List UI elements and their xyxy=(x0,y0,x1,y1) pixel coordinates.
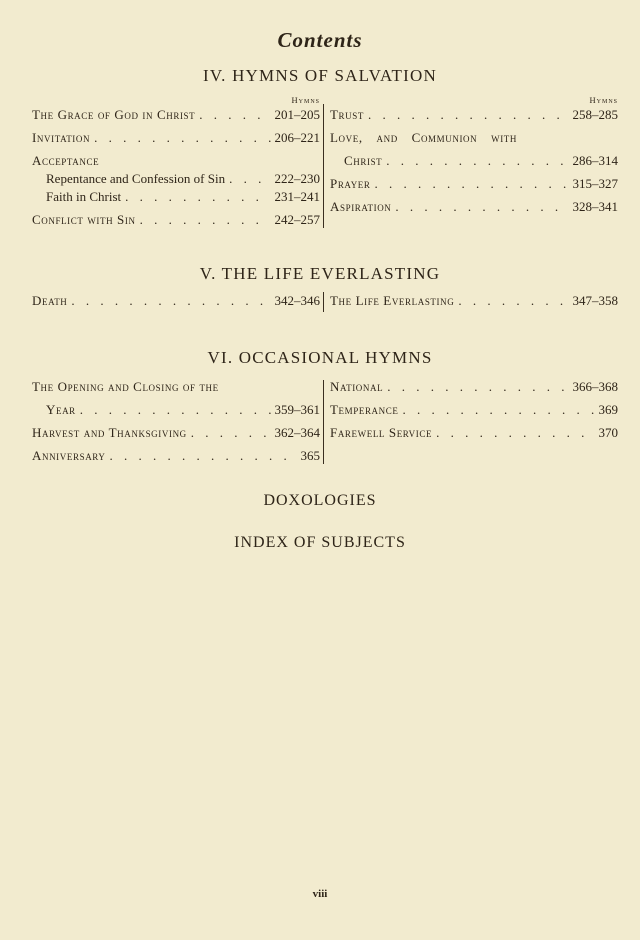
toc-row xyxy=(32,424,320,442)
index-heading: INDEX OF SUBJECTS xyxy=(234,534,406,551)
toc-label: Death xyxy=(32,293,68,308)
toc-label: Invitation xyxy=(32,130,91,145)
doxologies-heading: DOXOLOGIES xyxy=(263,492,377,509)
hymns-column-header: Hymns xyxy=(291,95,320,105)
section-title-v: V. THE LIFE EVERLASTING xyxy=(199,264,441,283)
toc-row xyxy=(330,401,618,419)
toc-label: Harvest and Thanksgiving xyxy=(32,425,187,440)
toc-row xyxy=(32,378,320,396)
toc-label: Temperance xyxy=(330,402,399,417)
toc-row xyxy=(330,129,618,147)
toc-row xyxy=(330,378,618,396)
leader-dots xyxy=(386,152,568,170)
toc-row xyxy=(330,424,618,442)
section-vi-right-column xyxy=(330,378,618,442)
leader-dots xyxy=(199,106,270,124)
section-title-iv: IV. HYMNS OF SALVATION xyxy=(203,66,437,85)
hymns-column-header: Hymns xyxy=(589,95,618,105)
toc-pages: 359–361 xyxy=(274,402,320,417)
toc-pages: 286–314 xyxy=(572,153,618,168)
page-title: Contents xyxy=(277,28,363,52)
column-divider xyxy=(323,104,324,228)
toc-row xyxy=(32,292,320,310)
toc-pages: 242–257 xyxy=(274,212,320,227)
leader-dots xyxy=(140,211,271,229)
toc-row xyxy=(32,170,320,188)
leader-dots xyxy=(110,447,297,465)
toc-row xyxy=(32,211,320,229)
leader-dots xyxy=(80,401,271,419)
toc-pages: 342–346 xyxy=(274,293,320,308)
toc-label: Trust xyxy=(330,107,364,122)
toc-label: Faith in Christ xyxy=(46,189,122,204)
toc-pages: 366–368 xyxy=(572,379,618,394)
column-divider xyxy=(323,292,324,312)
column-divider xyxy=(323,380,324,464)
toc-label: Aspiration xyxy=(330,199,392,214)
toc-pages: 222–230 xyxy=(274,171,320,186)
section-vi-left-column xyxy=(32,378,320,465)
toc-pages: 206–221 xyxy=(274,130,320,145)
toc-label: Year xyxy=(46,402,76,417)
toc-row xyxy=(32,152,320,170)
toc-label: The Opening and Closing of the xyxy=(32,379,219,394)
toc-label: Prayer xyxy=(330,176,371,191)
leader-dots xyxy=(368,106,569,124)
toc-label: The Grace of God in Christ xyxy=(32,107,196,122)
toc-label: Conflict with Sin xyxy=(32,212,136,227)
leader-dots xyxy=(402,401,594,419)
toc-row xyxy=(32,401,320,419)
toc-pages: 347–358 xyxy=(572,293,618,308)
toc-row xyxy=(32,188,320,206)
toc-pages: 315–327 xyxy=(572,176,618,191)
leader-dots xyxy=(387,378,568,396)
leader-dots xyxy=(125,188,270,206)
toc-row xyxy=(330,106,618,124)
section-title-vi: VI. OCCASIONAL HYMNS xyxy=(207,348,433,367)
toc-pages: 369 xyxy=(598,402,618,417)
leader-dots xyxy=(375,175,569,193)
section-v-right-column xyxy=(330,292,618,310)
leader-dots xyxy=(94,129,270,147)
toc-label: The Life Everlasting xyxy=(330,293,455,308)
toc-row xyxy=(330,292,618,310)
toc-row xyxy=(32,106,320,124)
section-v-left-column xyxy=(32,292,320,310)
toc-label: Acceptance xyxy=(32,153,100,168)
leader-dots xyxy=(395,198,568,216)
toc-row xyxy=(330,175,618,193)
toc-row xyxy=(330,152,618,170)
toc-label: Anniversary xyxy=(32,448,106,463)
toc-pages: 362–364 xyxy=(274,425,320,440)
toc-pages: 328–341 xyxy=(572,199,618,214)
toc-label: National xyxy=(330,379,384,394)
toc-label: Farewell Service xyxy=(330,425,433,440)
section-iv-left-column xyxy=(32,94,320,229)
toc-pages: 258–285 xyxy=(572,107,618,122)
leader-dots xyxy=(71,292,270,310)
toc-row xyxy=(32,129,320,147)
toc-pages: 365 xyxy=(300,448,320,463)
leader-dots xyxy=(191,424,271,442)
page-number: viii xyxy=(312,888,328,900)
toc-label: Repentance and Confession of Sin xyxy=(46,171,226,186)
leader-dots xyxy=(436,424,594,442)
leader-dots xyxy=(458,292,568,310)
leader-dots xyxy=(229,170,270,188)
toc-label: Christ xyxy=(344,153,383,168)
toc-row xyxy=(32,447,320,465)
toc-pages: 231–241 xyxy=(274,189,320,204)
toc-pages: 370 xyxy=(598,425,618,440)
toc-label: Love, and Communion with xyxy=(330,130,517,145)
section-iv-right-column xyxy=(330,94,618,216)
toc-pages: 201–205 xyxy=(274,107,320,122)
toc-row xyxy=(330,198,618,216)
